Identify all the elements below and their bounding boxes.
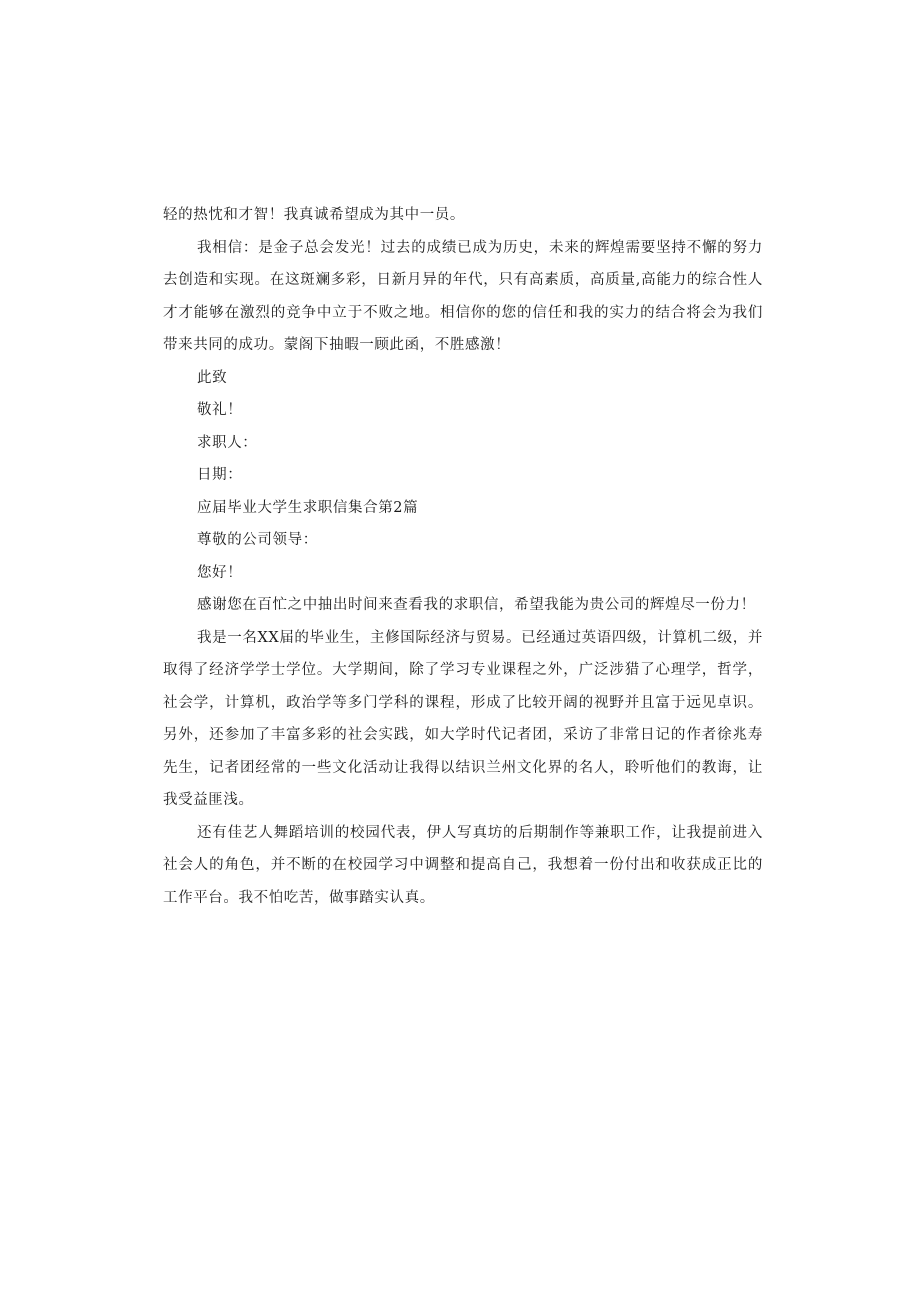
closing-regards: 敬礼！ [197, 402, 243, 418]
applicant-label: 求职人： [197, 434, 258, 451]
paragraph-experience: 还有佳艺人舞蹈培训的校园代表，伊人写真坊的后期制作等兼职工作，让我提前进入社会人的角色，并不断的在校园学习中调整和提高自己，我想着一份付出和收获成正比的工作平台。我不怕吃苦，做事踏实认真。 [163, 824, 763, 906]
paragraph-belief: 我相信：是金子总会发光！过去的成绩已成为历史，未来的辉煌需要坚持不懈的努力去创造和实现。在这斑斓多彩，日新月异的年代，只有高素质，高质量,高能力的综合性人才才能够在激烈的竞争中立于不败之地。相信你的您的信任和我的实力的结合将会为我们带来共同的成功。蒙阁下抽暇一顾此函，不胜感激！ [163, 239, 763, 353]
paragraph-background: 我是一名XX届的毕业生，主修国际经济与贸易。已经通过英语四级，计算机二级，并取得了经济学学士学位。大学期间，除了学习专业课程之外，广泛涉猎了心理学，哲学，社会学，计算机，政治学等多门学科的课程，形成了比较开阔的视野并且富于远见卓识。另外，还参加了丰富多彩的社会实践，如大学时代记者团，采访了非常日记的作者徐兆寿先生，记者团经常的一些文化活动让我得以结识兰州文化界的名人，聆听他们的教诲，让我受益匪浅。 [163, 629, 763, 808]
letter-body [163, 199, 763, 914]
paragraph-thanks: 感谢您在百忙之中抽出时间来查看我的求职信，希望我能为贵公司的辉煌尽一份力！ [197, 597, 756, 613]
section-title: 应届毕业大学生求职信集合第2篇 [197, 499, 419, 516]
paragraph-continuation: 轻的热忱和才智！我真诚希望成为其中一员。 [163, 207, 465, 223]
greeting-hello: 您好！ [197, 564, 243, 581]
closing-salutation: 此致 [197, 369, 228, 386]
date-label: 日期： [197, 467, 243, 483]
greeting-addressee: 尊敬的公司领导： [197, 532, 318, 548]
